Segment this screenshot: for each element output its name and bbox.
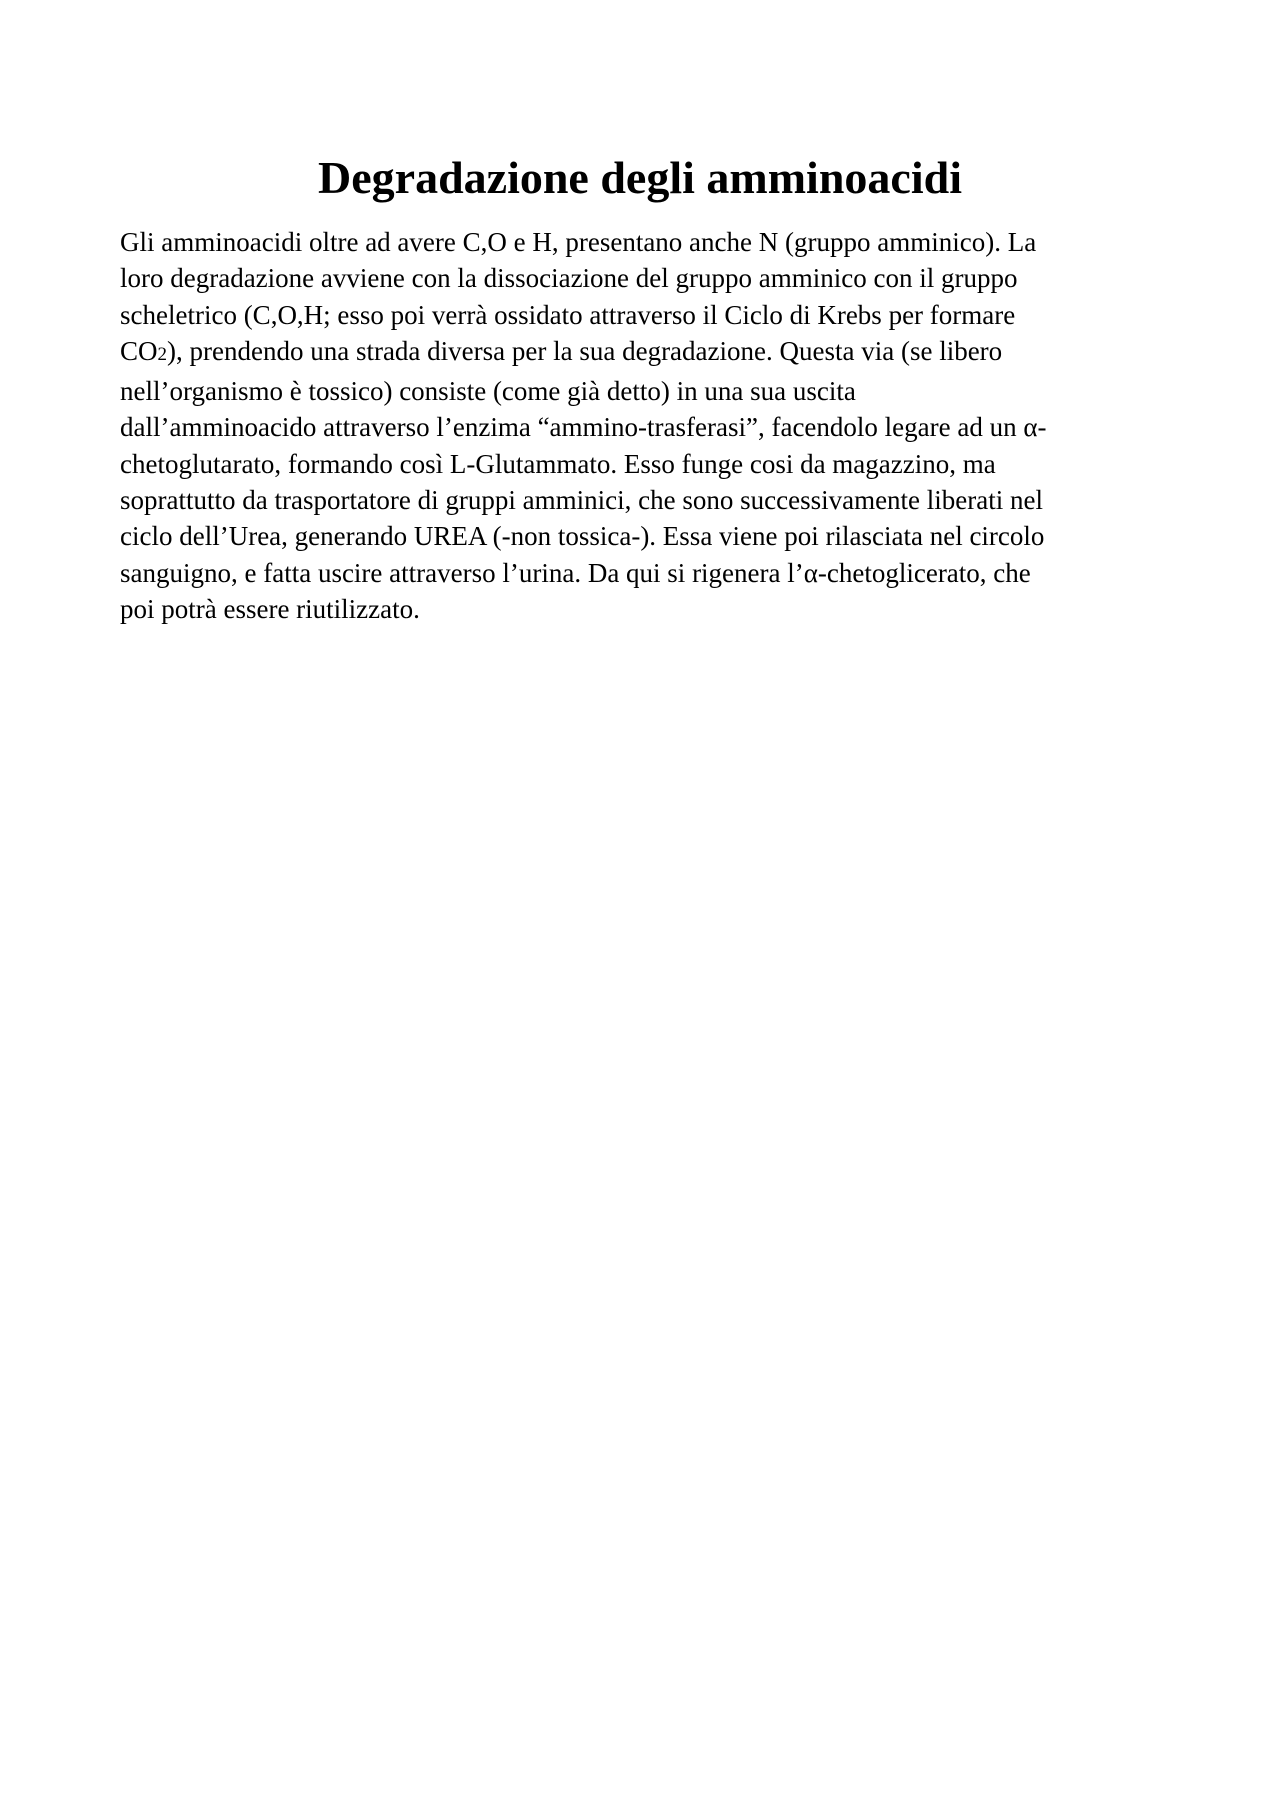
- paragraph-line: [120, 333, 1170, 373]
- paragraph-line: chetoglutarato, formando così L-Glutammato. Esso funge cosi da magazzino, ma: [120, 448, 996, 479]
- paragraph-line: scheletrico (C,O,H; esso poi verrà ossidato attraverso il Ciclo di Krebs per formare: [120, 299, 1016, 330]
- formula-subscript: 2: [157, 343, 168, 365]
- paragraph-line-text: ), prendendo una strada diversa per la sua degradazione. Questa via (se libero: [167, 335, 1003, 366]
- paragraph-line: nell’organismo è tossico) consiste (come già detto) in una sua uscita: [120, 376, 856, 407]
- paragraph-line: Gli amminoacidi oltre ad avere C,O e H, presentano anche N (gruppo amminico). La: [120, 227, 1037, 257]
- document-title: Degradazione degli amminoacidi: [318, 152, 962, 203]
- paragraph-line: poi potrà essere riutilizzato.: [120, 593, 420, 624]
- paragraph-line: dall’amminoacido attraverso l’enzima “ammino-trasferasi”, facendolo legare ad un α-: [120, 412, 1047, 443]
- paragraph-line: soprattutto da trasportatore di gruppi amminici, che sono successivamente liberati nel: [120, 485, 1043, 516]
- paragraph-line: loro degradazione avviene con la dissociazione del gruppo amminico con il gruppo: [120, 263, 1018, 294]
- formula-co: CO: [120, 335, 158, 366]
- paragraph-line: sanguigno, e fatta uscire attraverso l’urina. Da qui si rigenera l’α-chetoglicerato, che: [120, 557, 1031, 588]
- paragraph-line: ciclo dell’Urea, generando UREA (-non tossica-). Essa viene poi rilasciata nel circolo: [120, 521, 1045, 552]
- body-paragraph: [120, 224, 1170, 627]
